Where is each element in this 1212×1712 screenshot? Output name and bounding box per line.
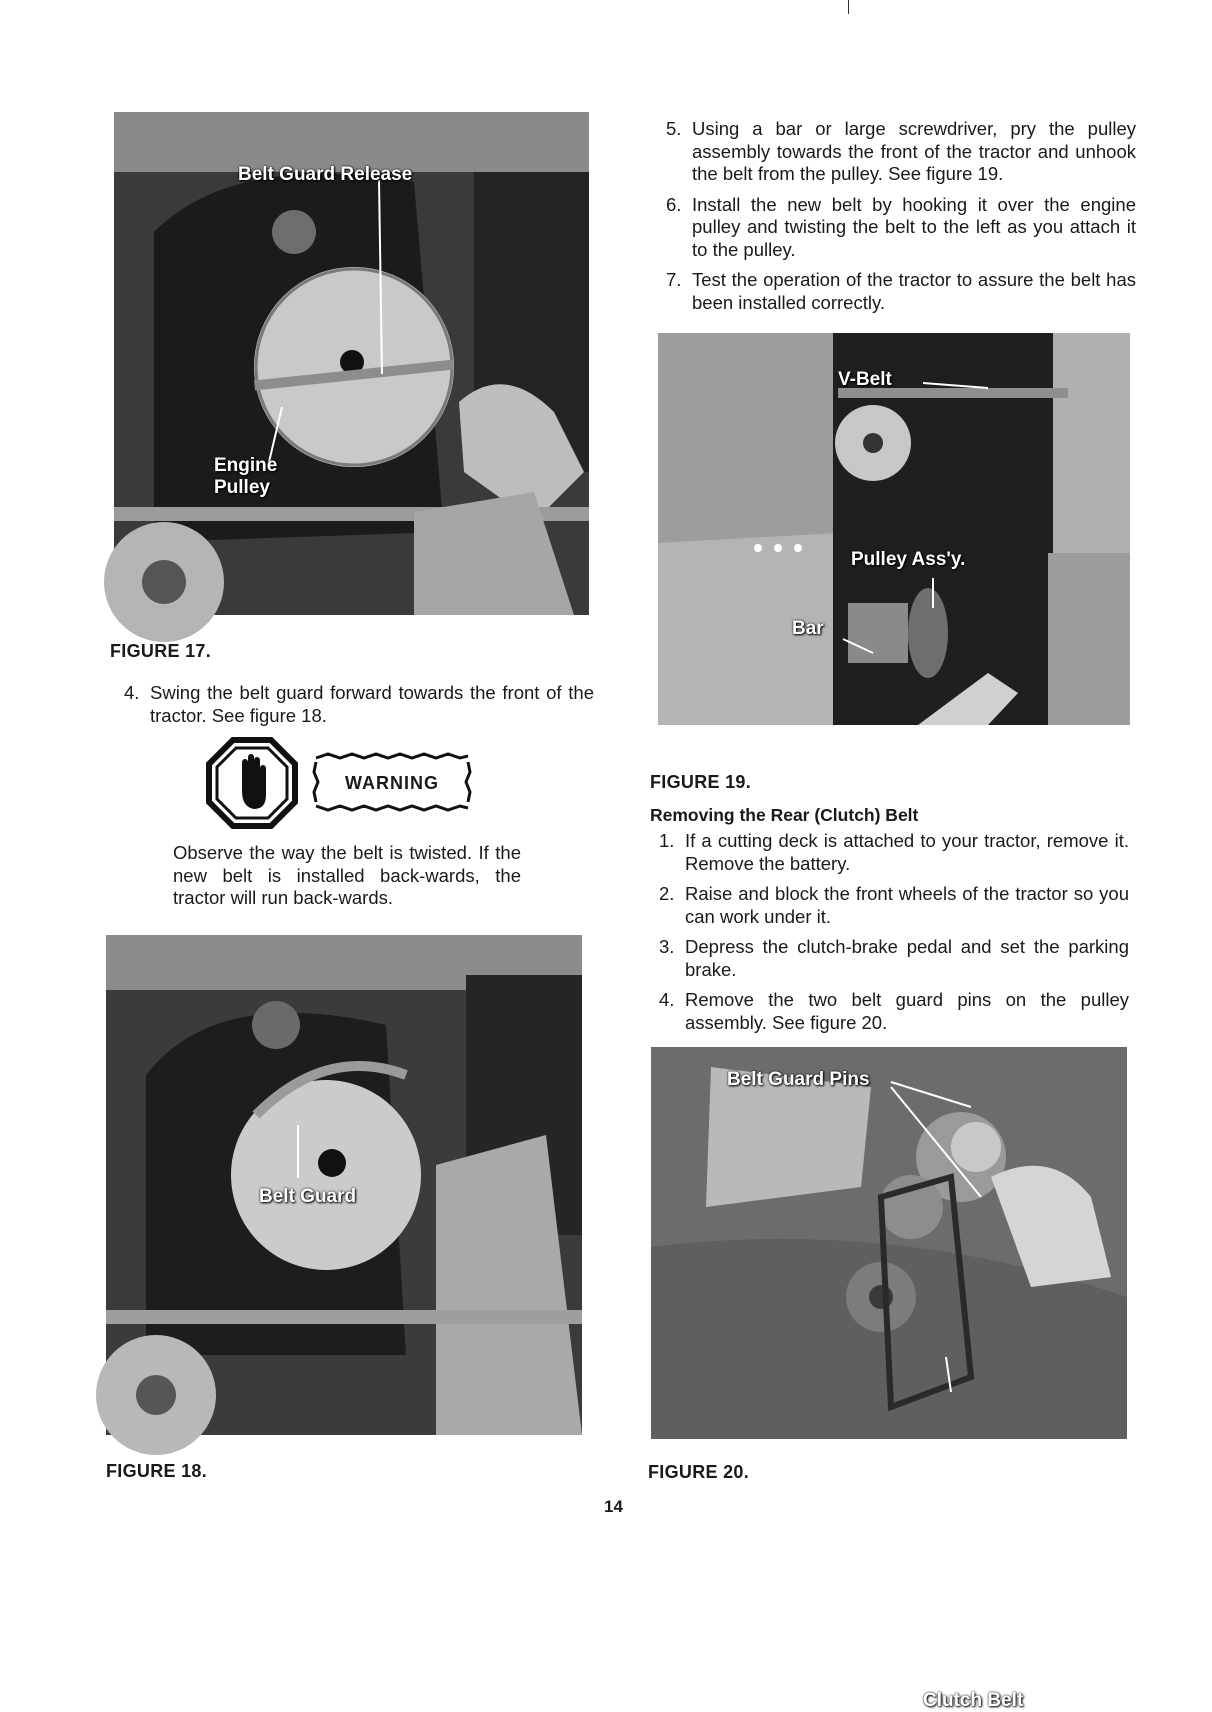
warning-label: WARNING [345, 773, 439, 793]
label-clutch-belt: Clutch Belt [923, 1690, 1024, 1711]
warning-text: Observe the way the belt is twisted. If the new belt is installed back-wards, the tractor will run back-wards. [173, 842, 521, 908]
label-bar: Bar [792, 618, 824, 639]
step-text: Swing the belt guard forward towards the front of the tractor. See figure 18. [150, 682, 594, 726]
label-belt-guard-pins: Belt Guard Pins [727, 1069, 870, 1090]
step-number: 4. [659, 989, 675, 1010]
step-item [666, 194, 1136, 262]
right-steps-top [666, 118, 1136, 322]
step-number: 1. [659, 830, 675, 851]
left-steps [124, 682, 594, 735]
section-heading-rear-belt: Removing the Rear (Clutch) Belt [650, 805, 919, 825]
stop-hand-icon [206, 737, 298, 829]
page-number: 14 [604, 1497, 623, 1516]
step-item [659, 830, 1129, 875]
step-item [659, 883, 1129, 928]
figure-19-photo [658, 333, 1130, 725]
label-belt-guard: Belt Guard [259, 1186, 357, 1207]
step-number: 6. [666, 193, 682, 215]
step-item [666, 269, 1136, 314]
step-item [124, 682, 594, 727]
label-v-belt: V-Belt [838, 369, 892, 390]
figure-18-photo [106, 935, 582, 1435]
label-engine-pulley: Engine Pulley [214, 455, 278, 498]
step-text: Using a bar or large screwdriver, pry the pulley assembly towards the front of the tractor and unhook the belt from the pulley. See figure 19. [692, 118, 1136, 184]
label-pulley-assy: Pulley Ass'y. [851, 549, 966, 570]
step-number: 7. [666, 269, 682, 290]
step-item [659, 936, 1129, 981]
step-number: 3. [659, 936, 675, 957]
figure-17-caption: FIGURE 17. [110, 641, 212, 661]
figure-18-caption: FIGURE 18. [106, 1461, 208, 1481]
step-text: Install the new belt by hooking it over the engine pulley and twisting the belt to the left as you attach it to the pulley. [692, 193, 1136, 260]
registration-mark [848, 0, 849, 14]
step-number: 5. [666, 118, 682, 139]
step-number: 4. [124, 682, 140, 703]
figure-19-caption: FIGURE 19. [650, 772, 752, 792]
figure-20-caption: FIGURE 20. [648, 1462, 750, 1482]
step-text: Depress the clutch-brake pedal and set the parking brake. [685, 936, 1129, 980]
label-belt-guard-release: Belt Guard Release [238, 164, 413, 185]
step-text: Remove the two belt guard pins on the pulley assembly. See figure 20. [685, 989, 1129, 1033]
step-item [666, 118, 1136, 186]
step-text: Raise and block the front wheels of the tractor so you can work under it. [685, 883, 1129, 927]
step-text: If a cutting deck is attached to your tractor, remove it. Remove the battery. [685, 830, 1129, 874]
step-item [659, 989, 1129, 1034]
rear-belt-steps [659, 830, 1129, 1042]
step-text: Test the operation of the tractor to assure the belt has been installed correctly. [692, 269, 1136, 313]
step-number: 2. [659, 883, 675, 904]
figure-17-photo [114, 112, 589, 615]
